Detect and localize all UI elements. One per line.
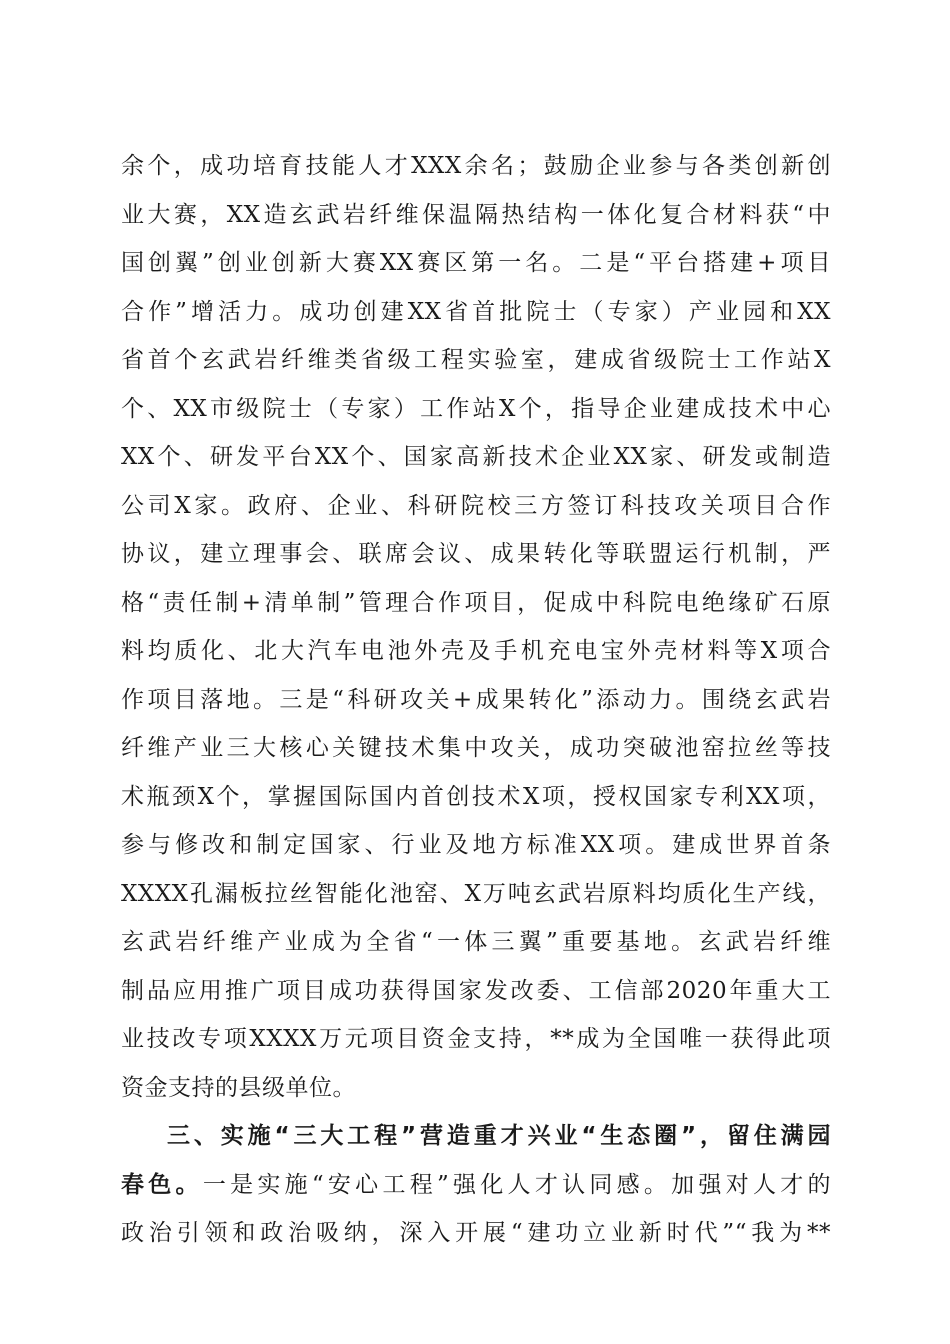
paragraph-line: XX个、研发平台XX个、国家高新技术企业XX家、研发或制造 [121,444,831,470]
paragraph-line: 纤维产业三大核心关键技术集中攻关，成功突破池窑拉丝等技 [121,735,831,761]
paragraph-line: 省首个玄武岩纤维类省级工程实验室，建成省级院士工作站X [121,347,831,373]
paragraph-line: XXXX孔漏板拉丝智能化池窑、X万吨玄武岩原料均质化生产线， [121,880,831,907]
paragraph-line: 术瓶颈X个，掌握国际国内首创技术X项，授权国家专利XX项， [121,783,831,810]
paragraph-line: 玄武岩纤维产业成为全省“一体三翼”重要基地。玄武岩纤维 [121,929,831,955]
body-text [121,142,831,1258]
paragraph-line: 业大赛，XX造玄武岩纤维保温隔热结构一体化复合材料获“中 [121,201,831,228]
paragraph-line: 格“责任制+清单制”管理合作项目，促成中科院电绝缘矿石原 [121,589,831,616]
section-heading-end: 春色。 [121,1171,203,1198]
paragraph-line: 制品应用推广项目成功获得国家发改委、工信部2020年重大工 [121,977,831,1004]
paragraph-line: 参与修改和制定国家、行业及地方标准XX项。建成世界首条 [121,832,831,858]
section-heading: 三、实施“三大工程”营造重才兴业“生态圈”，留住满园 [167,1123,831,1149]
paragraph-line [121,1161,831,1210]
paragraph-text: 一是实施“安心工程”强化人才认同感。加强对人才的 [202,1171,831,1198]
paragraph-line: 国创翼”创业创新大赛XX赛区第一名。二是“平台搭建+项目 [121,250,831,276]
paragraph-line: 政治引领和政治吸纳，深入开展“建功立业新时代”“我为** [121,1220,831,1246]
paragraph-line: 业技改专项XXXX万元项目资金支持，**成为全国唯一获得此项 [121,1026,831,1052]
paragraph-line: 个、XX市级院士（专家）工作站X个，指导企业建成技术中心 [121,395,831,422]
paragraph-line: 协议，建立理事会、联席会议、成果转化等联盟运行机制，严 [121,541,831,567]
paragraph-line: 公司X家。政府、企业、科研院校三方签订科技攻关项目合作 [121,492,831,519]
paragraph-line: 合作”增活力。成功创建XX省首批院士（专家）产业园和XX [121,298,831,325]
paragraph-line: 料均质化、北大汽车电池外壳及手机充电宝外壳材料等X项合 [121,638,831,664]
paragraph-line: 余个，成功培育技能人才XXX余名；鼓励企业参与各类创新创 [121,153,831,179]
paragraph-line: 作项目落地。三是“科研攻关+成果转化”添动力。围绕玄武岩 [121,686,831,713]
paragraph-line: 资金支持的县级单位。 [121,1074,356,1101]
